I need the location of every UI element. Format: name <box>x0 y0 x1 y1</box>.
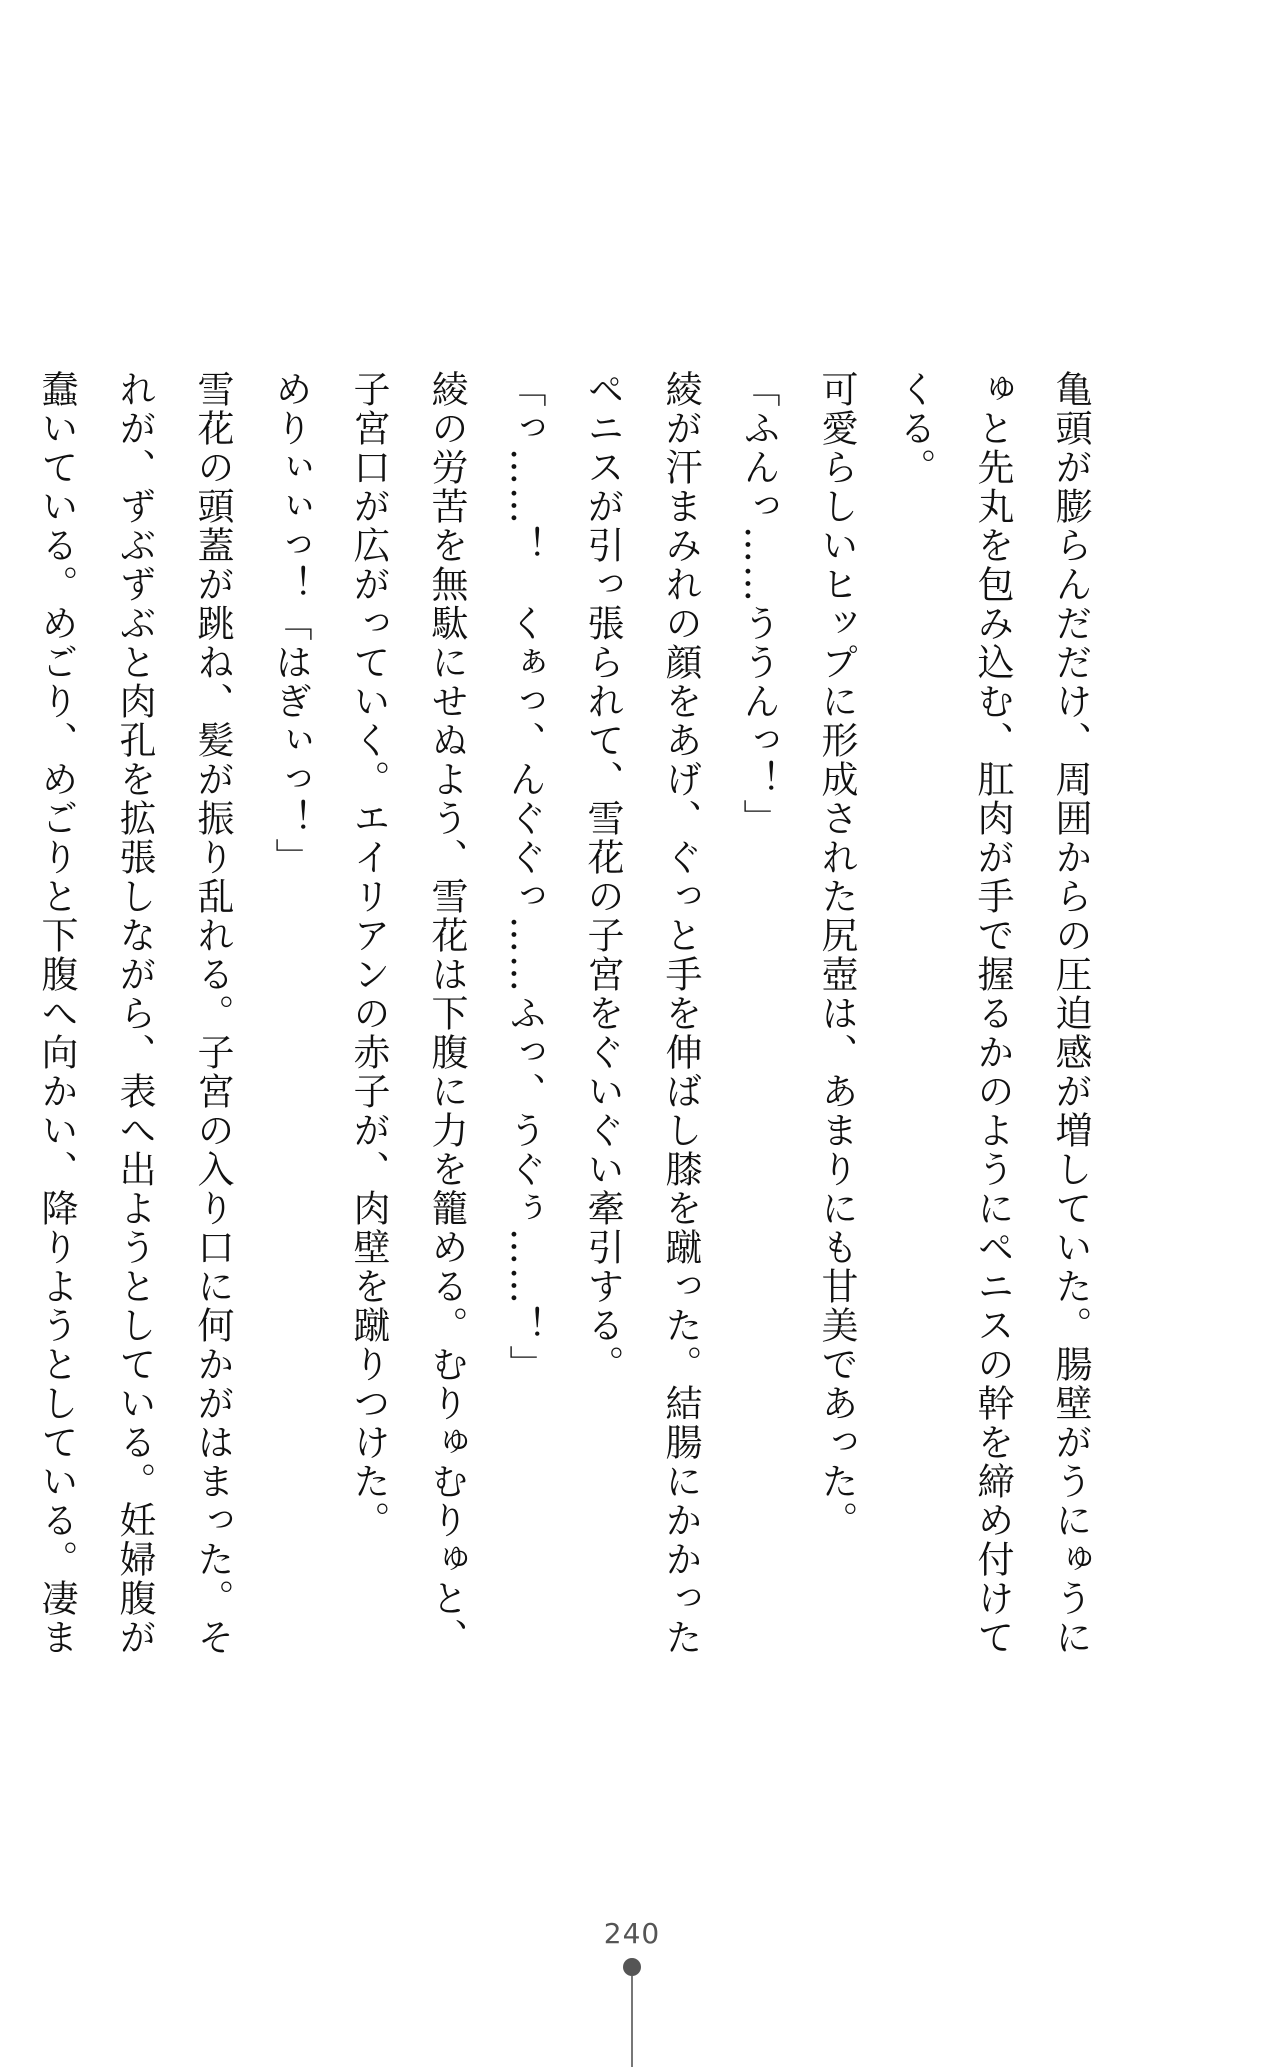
paragraph: 綾の労苦を無駄にせぬよう、雪花は下腹に力を籠める。むりゅむりゅと、子宮口が広がっていく。エイリアンの赤子が、肉壁を蹴りつけた。 <box>347 370 468 1657</box>
paragraph: 亀頭が膨らんだだけ、周囲からの圧迫感が増していた。腸壁がうにゅうにゅと先丸を包み込む、肛肉が手で握るかのようにペニスの幹を締め付けてくる。 <box>893 370 1092 1657</box>
marker-line <box>631 1976 633 2067</box>
vertical-text-body <box>35 370 1109 1690</box>
paragraph: 雪花の頭蓋が跳ね、髪が振り乱れる。子宮の入り口に何かがはまった。それが、ずぶずぶと肉孔を拡張しながら、表へ出ようとしている。妊婦腹が蠢いている。めごり、めごりと下腹へ向かい、降りようとしている。凄ま <box>35 370 234 1657</box>
paragraph: 「ふんっ……ううんっ！」 <box>737 370 780 838</box>
paragraph: 綾が汗まみれの顔をあげ、ぐっと手を伸ばし膝を蹴った。結腸にかかったペニスが引っ張られて、雪花の子宮をぐいぐい牽引する。 <box>581 370 702 1657</box>
page-number: 240 <box>603 1917 661 1950</box>
paragraph: 可愛らしいヒップに形成された尻壺は、あまりにも甘美であった。 <box>815 370 858 1540</box>
marker-dot <box>623 1958 641 1976</box>
paragraph: 「っ……！ くぁっ、んぐぐっ……ふっ、うぐぅ……！」 <box>503 370 546 1384</box>
paragraph: めりぃぃっ！「はぎぃっ！」 <box>269 370 312 877</box>
page-marker-icon <box>619 1958 645 2067</box>
